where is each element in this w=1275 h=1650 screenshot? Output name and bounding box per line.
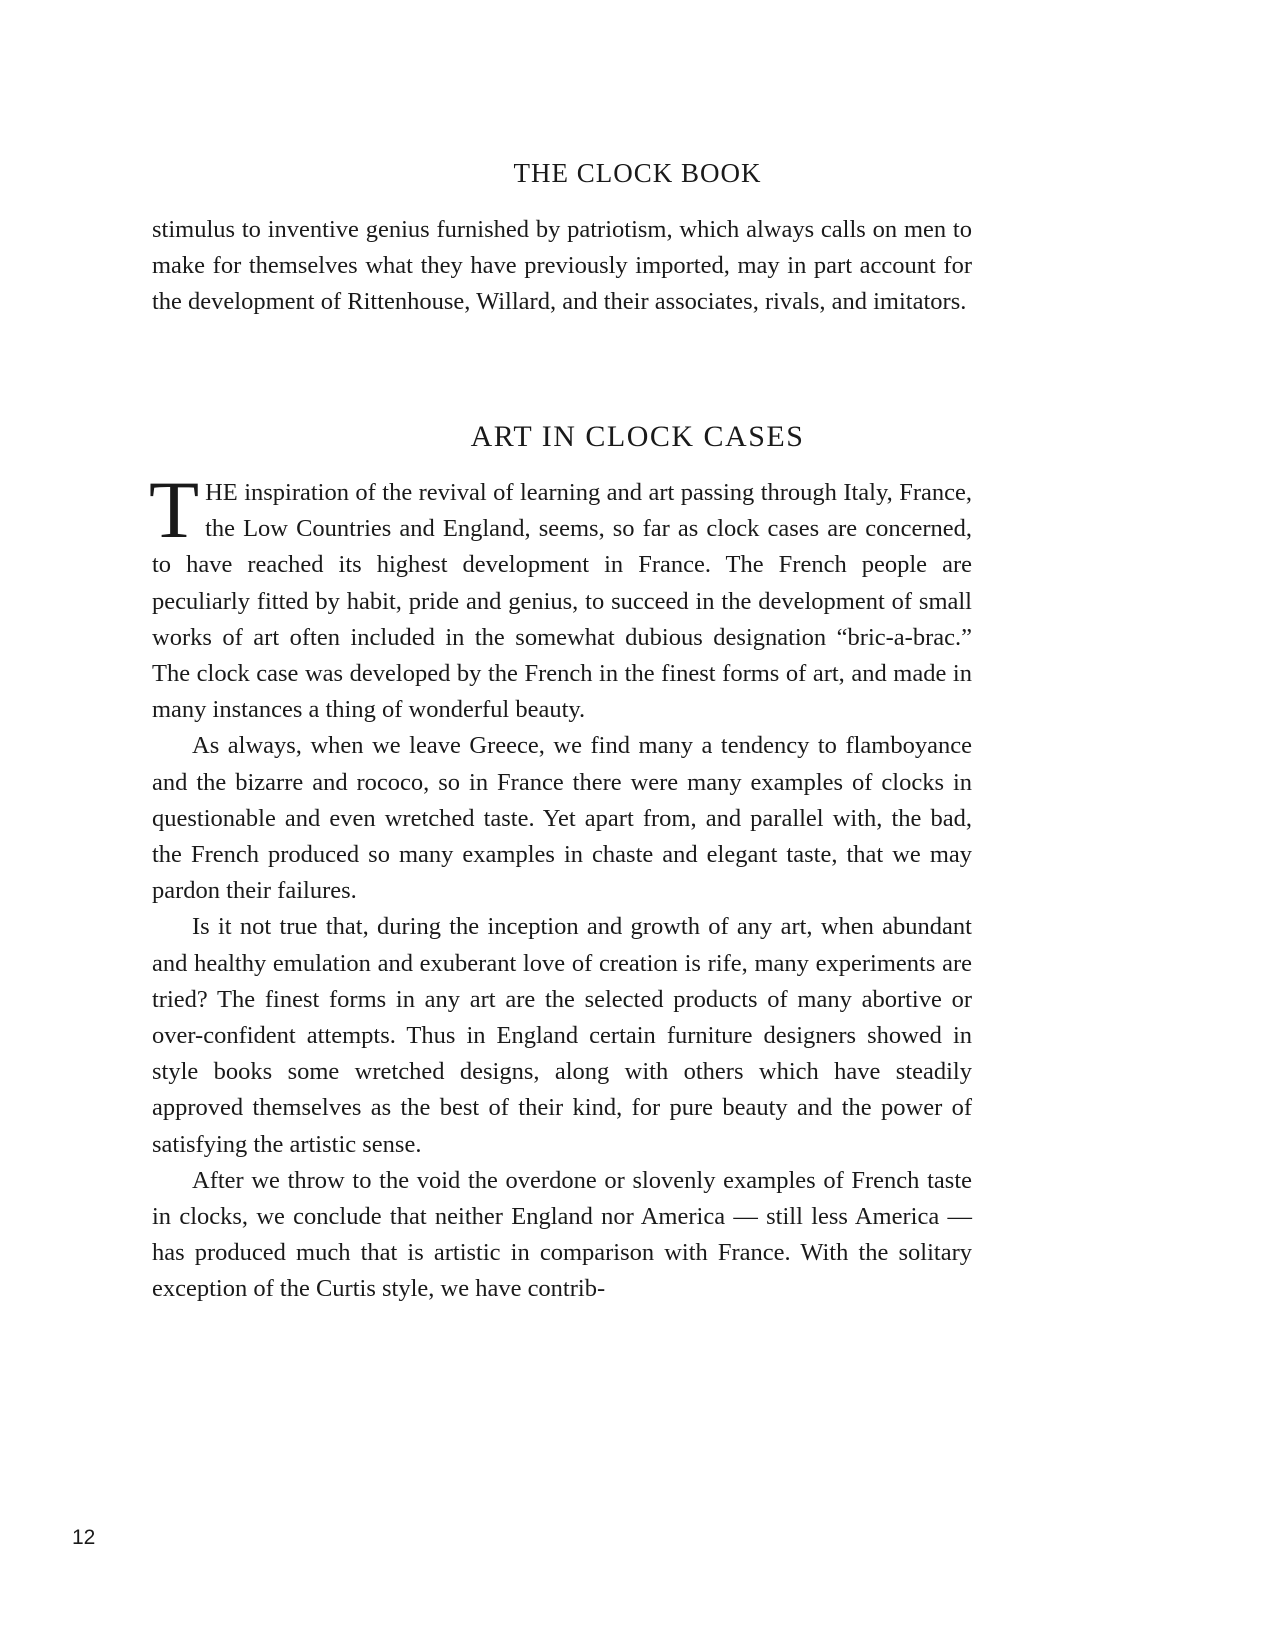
page-number: 12	[72, 1526, 96, 1549]
paragraph-4: After we throw to the void the overdone or slovenly examples of French taste in clocks, we conclude that neither England nor America — still less America — has produced much that is artistic in comparison with France. With the solitary exception of the Curtis style, we have contrib-	[152, 1166, 972, 1303]
section-title: ART IN CLOCK CASES	[470, 420, 805, 453]
drop-cap: T	[149, 464, 200, 555]
running-head: THE CLOCK BOOK	[513, 158, 762, 188]
paragraph-3: Is it not true that, during the inception and growth of any art, when abundant and healthy emulation and exuberant love of creation is rife, many experiments are tried? The finest forms in any art are the selected products of many abortive or over-confident attempts. Thus in England certain furniture designers showed in style books some wretched designs, along with others which have steadily approved themselves as the best of their kind, for pure beauty and the power of satisfying the artistic sense.	[152, 913, 972, 1158]
paragraph-1	[149, 464, 972, 728]
section-body	[149, 464, 972, 1308]
paragraph-1-text: HE inspiration of the revival of learning and art passing through Italy, France, the Low Countries and England, seems, so far as clock cases are concerned, to have reached its highest development in France. The French people are peculiarly fitted by habit, pride and genius, to succeed in the development of small works of art often included in the somewhat dubious designation “bric-a-brac.” The clock case was developed by the French in the finest forms of art, and made in many instances a thing of wonderful beauty.	[152, 479, 972, 724]
paragraph-2: As always, when we leave Greece, we find many a tendency to flamboyance and the bizarre and rococo, so in France there were many examples of clocks in questionable and even wretched taste. Yet apart from, and parallel with, the bad, the French produced so many examples in chaste and elegant taste, that we may pardon their failures.	[152, 732, 972, 905]
opening-paragraph: stimulus to inventive genius furnished by patriotism, which always calls on men to make for themselves what they have previously imported, may in part account for the development of Rittenhouse, Willard, and their associates, rivals, and imitators.	[152, 216, 972, 316]
